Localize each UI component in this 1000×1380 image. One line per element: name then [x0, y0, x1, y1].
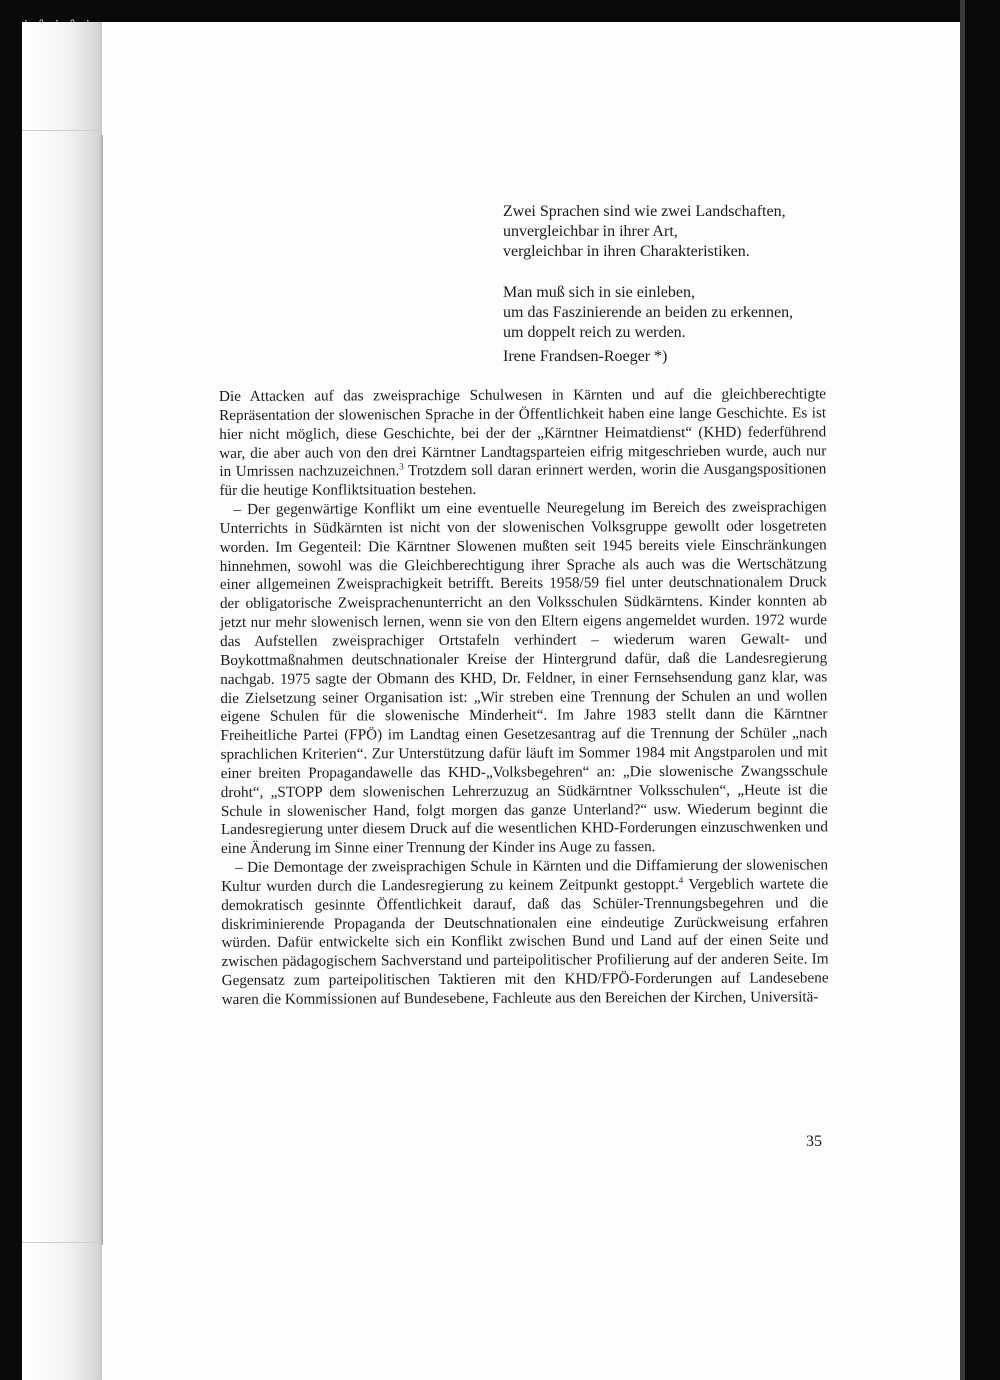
paragraph-2 [219, 498, 828, 859]
paragraph-text: Vergeblich wartete die demokratisch gesinnte Öffentlichkeit darauf, daß das Schüler-Trennungsbegehren und die diskriminierende Propaganda der Deutschnationalen eine eindeutige Zurückweisung erfahren würden. Dafür entwickelte sich ein Konflikt zwischen Bund und Land auf der einen Seite und zwischen pädagogischem Sachverstand und parteipolitischer Profilierung auf der anderen Seite. Im Gegensatz zum parteipolitischen Taktieren mit den KHD/FPÖ-Forderungen auf Landesebene waren die Kommissionen auf Bundesebene, Fachleute aus den Bereichen der Kirchen, Universitä- [221, 875, 829, 1008]
paragraph-text: Trotzdem soll daran erinnert werden, worin die Ausgangspositionen für die heutige Konfliktsituation bestehen. [219, 460, 827, 500]
epigraph-line: Zwei Sprachen sind wie zwei Landschaften, [503, 203, 786, 220]
paragraph-1 [219, 385, 826, 501]
scan-border-left [0, 0, 22, 1380]
footnote-reference-3: 3 [399, 461, 404, 472]
paragraph-text: – Die Demontage der zweisprachigen Schule in Kärnten und die Diffamierung der slowenischen Kultur wurden durch die Landesregierung zu keinem Zeitpunkt gestoppt. [221, 856, 829, 895]
book-spine-line [101, 135, 103, 1245]
epigraph-line: um doppelt reich zu werden. [503, 324, 686, 341]
paragraph-text: – Der gegenwärtige Konflikt um eine eventuelle Neuregelung im Bereich des zweisprachigen Unterrichts in Südkärnten ist nicht von der slowenischen Volksgruppe gewollt oder losgetreten worden. Im Gegenteil: Die Kärntner Slowenen mußten seit 1945 bereits viele Einschränkungen hinnehmen, sowohl was die Gleichberechtigung ihrer Sprache als auch was die Wertschätzung einer allgemeinen Zweisprachigkeit betrifft. Bereits 1958/59 fiel unter deutschnationalem Druck der obligatorische Zweisprachenunterricht an den Volksschulen Südkärntens. Kinder konnten ab jetzt nur mehr slowenisch lernen, wenn sie von den Eltern eigens angemeldet wurden. 1972 wurde das Aufstellen zweisprachiger Ortstafeln verhindert – wiederum waren Gewalt- und Boykottmaßnahmen deutschnationaler Kreise der Hintergrund dafür, daß die Landesregierung nachgab. 1975 sagte der Obmann des KHD, Dr. Feldner, in einer Fernsehsendung ganz klar, was die Zielsetzung seiner Organisation ist: „Wir streben eine Trennung der Schulen an und wollen eigene Schulen für die slowenische Minderheit“. Im Jahre 1983 stellt dann die Kärntner Freiheitliche Partei (FPÖ) im Landtag einen Gesetzesantrag auf die Trennung der Schüler „nach sprachlichen Kriterien“. Zur Unterstützung dafür läuft im Sommer 1984 mit Angstparolen und mit einer breiten Propagandawelle das KHD-„Volksbegehren“ an: „Die slowenische Zwangsschule droht“, „STOPP dem slowenischen Lehrerzuzug an Südkärntner Volksschulen“, „Heute ist die Schule in slowenischer Hand, folgt morgen das ganze Unterland?“ usw. Wiederum beginnt die Landesregierung unter diesem Druck auf die wesentlichen KHD-Forderungen einzuschwenken und eine Änderung im Sinne einer Trennung der Kinder ins Auge zu fassen. [219, 498, 828, 858]
epigraph-line: unvergleichbar in ihrer Art, [503, 223, 678, 240]
epigraph-stanza-2 [503, 283, 833, 367]
epigraph-author: Irene Frandsen-Roeger *) [503, 348, 668, 365]
book-gutter-shadow [22, 22, 102, 1380]
footnote-reference-4: 4 [678, 874, 684, 885]
left-page-edge-top [22, 130, 102, 131]
paragraph-3 [221, 856, 829, 1009]
epigraph-line: vergleichbar in ihren Charakteristiken. [503, 243, 750, 260]
epigraph [503, 202, 833, 367]
scan-border-top [0, 0, 1000, 22]
epigraph-line: um das Faszinierende an beiden zu erkennen, [503, 304, 794, 321]
scan-border-right [965, 0, 1000, 1380]
epigraph-line: Man muß sich in sie einleben, [503, 284, 695, 301]
page-number: 35 [806, 1133, 822, 1150]
paragraph-text: Die Attacken auf das zweisprachige Schulwesen in Kärnten und auf die gleichberechtigte Repräsentation der slowenischen Sprache in der Öffentlichkeit haben eine lange Geschichte. Es ist hier nicht möglich, diese Geschichte, bei der der „Kärntner Heimatdienst“ (KHD) federführend war, die aber auch von den drei Kärntner Landtagsparteien eifrig mitgeschrieben wurde, auch nur in Umrissen nachzuzeichnen. [219, 385, 827, 481]
left-page-edge-bottom [22, 1242, 102, 1243]
scan-dust-specks: · ∘ · ∘ · [24, 14, 93, 28]
body-text [219, 385, 829, 1009]
epigraph-stanza-1 [503, 202, 833, 262]
